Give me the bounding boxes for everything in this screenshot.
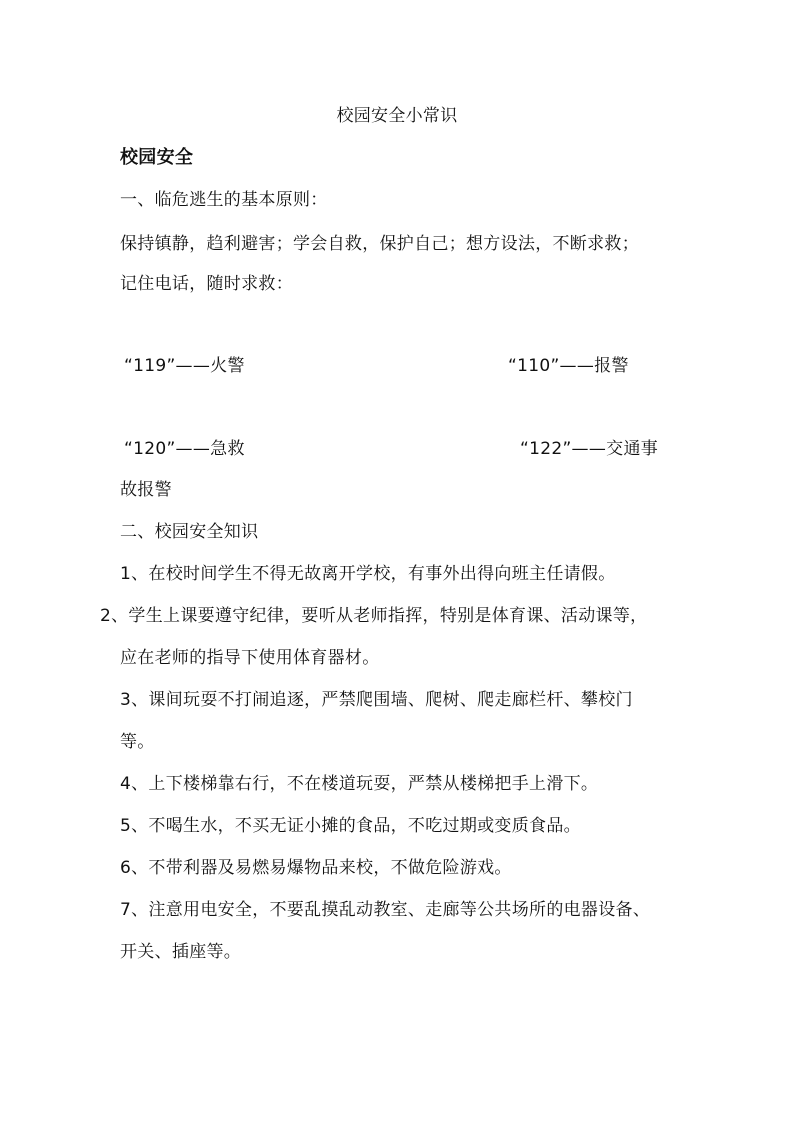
document-title: 校园安全小常识 [336,106,458,126]
section-heading: 校园安全 [120,147,194,168]
phone-traffic-line-2: 故报警 [120,480,172,500]
rule-item-3-line-2: 等。 [120,732,155,752]
rule-item-5: 5、不喝生水，不买无证小摊的食品，不吃过期或变质食品。 [120,816,581,836]
rule-item-6: 6、不带利器及易燃易爆物品来校，不做危险游戏。 [120,858,512,878]
principles-line-2: 记住电话，随时求救： [120,274,293,294]
rule-item-7-line-1: 7、注意用电安全，不要乱摸乱动教室、走廊等公共场所的电器设备、 [120,900,651,920]
rule-item-4: 4、上下楼梯靠右行，不在楼道玩耍，严禁从楼梯把手上滑下。 [120,774,599,794]
phone-police: “110”——报警 [508,356,629,376]
phone-emergency: “120”——急救 [124,439,245,459]
part2-heading: 二、校园安全知识 [120,522,259,542]
rule-item-2-line-1: 2、学生上课要遵守纪律，要听从老师指挥，特别是体育课、活动课等， [100,606,648,626]
rule-item-3-line-1: 3、课间玩耍不打闹追逐，严禁爬围墙、爬树、爬走廊栏杆、攀校门 [120,690,633,710]
part1-heading: 一、临危逃生的基本原则： [120,190,328,210]
rule-item-7-line-2: 开关、插座等。 [120,942,242,962]
phone-fire: “119”——火警 [124,356,245,376]
rule-item-2-line-2: 应在老师的指导下使用体育器材。 [120,648,380,668]
rule-item-1: 1、在校时间学生不得无故离开学校，有事外出得向班主任请假。 [120,564,616,584]
phone-traffic-line-1: “122”——交通事 [520,439,659,459]
principles-line-1: 保持镇静，趋利避害；学会自救，保护自己；想方设法，不断求救； [120,234,639,254]
